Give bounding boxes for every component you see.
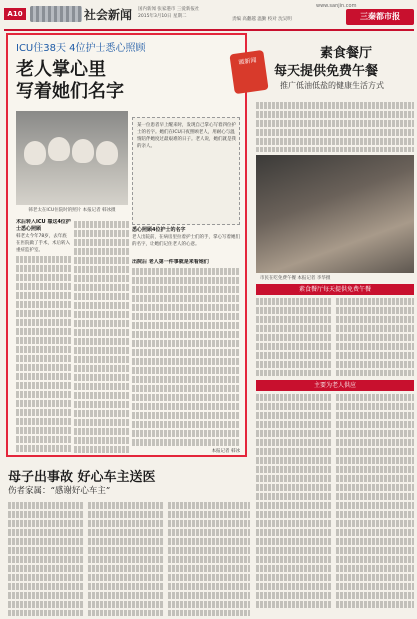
subhead-block — [132, 227, 240, 248]
restaurant-photo-caption: 市民在吃免费午餐 本报记者 李华摄 — [260, 276, 331, 281]
right-column-text — [336, 392, 414, 616]
quote-text: 某一位患者早上醒来时，发现自己掌心写着四位护士的名字。她们在ICU日夜照顾老人，用耐心与温情陪伴她度过最艰难的日子。老人说，她们就是我的亲人。 — [137, 123, 236, 149]
header-editors: 责编 高翻越 温勤 校对 沈吴明 — [232, 17, 292, 22]
right-story-subtitle: 推广低油低盐的健康生活方式 — [280, 81, 384, 90]
bottom-story-column — [8, 500, 84, 616]
right-section-bar: 主要为老人供应 — [256, 380, 414, 391]
great-wall-graphic — [30, 6, 82, 22]
right-column-text — [256, 392, 332, 616]
page-header — [0, 0, 417, 30]
bottom-story-column — [88, 500, 164, 616]
masthead-logo: 三秦都市报 — [346, 9, 414, 25]
right-column-text — [336, 296, 414, 376]
nurse-figure — [48, 137, 70, 161]
article-column-1 — [16, 219, 71, 453]
body-text: 老人出院前，在病房里拉着护士们的手，掌心写着她们的名字，让她们记住老人的心意。 — [132, 235, 240, 247]
right-story-title-line1: 素食餐厅 — [320, 46, 373, 61]
header-rule — [4, 29, 414, 31]
subhead-discharge: 出院后 老人第一件事就是来看她们 — [132, 259, 209, 265]
right-section-bar: 素食餐厅每天提供免费午餐 — [256, 284, 414, 295]
header-url: www.sanjin.com — [316, 3, 357, 9]
quote-box — [132, 117, 240, 225]
section-head: 术后转入ICU 靠这4位护士悉心照顾 — [16, 219, 71, 232]
header-date: 2015年3月10日 星期二 — [138, 14, 187, 19]
restaurant-photo — [256, 155, 414, 273]
right-story-intro — [256, 100, 414, 152]
photo-caption: 韩老太在ICU住院时的照片 本报记者 韩冰摄 — [28, 208, 116, 213]
reporter-credit: 本报记者 韩冰 — [211, 449, 240, 453]
nurse-figure — [24, 141, 46, 165]
page-number: A10 — [4, 8, 26, 20]
bottom-story-column — [168, 500, 250, 616]
subhead-nurses: 悉心照顾4位护士的名字 — [132, 227, 186, 233]
story-kicker: ICU住38天 4位护士悉心照顾 — [16, 43, 146, 54]
story-title-line1: 老人掌心里 — [16, 59, 106, 80]
article-column-3 — [132, 259, 240, 453]
bottom-story-title: 母子出事故 好心车主送医 — [8, 470, 156, 485]
body-text: 韩老太今年78岁，去年底在医院做了手术，术后转入重症监护室。 — [16, 234, 70, 253]
section-title: 社会新闻 — [84, 8, 133, 22]
bottom-story-subtitle: 伤者家属：“感谢好心车主” — [8, 486, 111, 496]
nurse-figure — [72, 139, 94, 163]
warm-news-badge: 暖新闻 — [229, 50, 268, 94]
nurse-figure — [96, 141, 118, 165]
right-column-text — [256, 296, 332, 376]
article-column-2 — [74, 219, 129, 453]
featured-story[interactable] — [6, 33, 247, 457]
story-title-line2: 写着她们名字 — [16, 81, 124, 102]
right-story-title-line2: 每天提供免费午餐 — [274, 64, 379, 79]
header-subline: 国内新闻 张家港市 三爱新报社 — [138, 7, 200, 12]
nurses-photo — [16, 111, 128, 205]
